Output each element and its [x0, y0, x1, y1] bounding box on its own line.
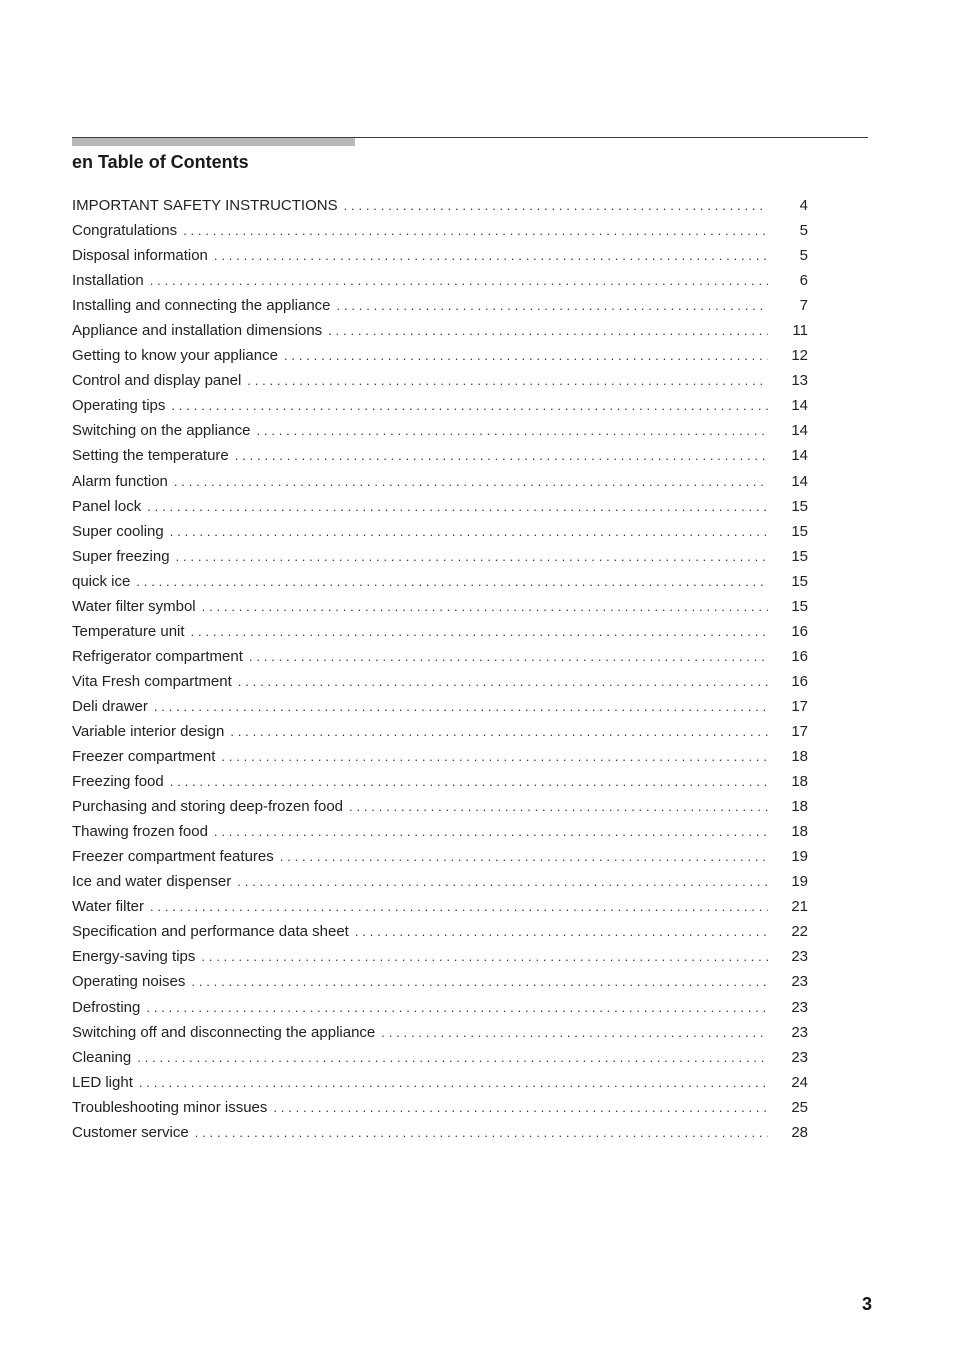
toc-entry[interactable]	[72, 669, 808, 694]
toc-entry[interactable]	[72, 343, 808, 368]
toc-dot-leader	[247, 368, 768, 393]
toc-entry-title: Temperature unit	[72, 622, 185, 640]
toc-entry[interactable]	[72, 243, 808, 268]
toc-entry[interactable]	[72, 544, 808, 569]
page-number: 3	[861, 1294, 872, 1314]
toc-entry-page: 16	[791, 622, 808, 640]
toc-entry-page: 15	[791, 522, 808, 540]
toc-entry-title: Switching off and disconnecting the appliance	[72, 1023, 376, 1041]
toc-entry-title: Defrosting	[72, 998, 141, 1016]
toc-entry-page: 17	[791, 722, 808, 740]
toc-dot-leader	[137, 1045, 768, 1070]
toc-entry-page: 15	[791, 572, 808, 590]
toc-dot-leader	[221, 744, 768, 769]
toc-entry[interactable]	[72, 318, 808, 343]
toc-entry-page: 6	[799, 272, 808, 290]
toc-entry-page: 19	[791, 873, 808, 891]
toc-entry-title: Installing and connecting the appliance	[72, 297, 331, 315]
toc-entry-title: Control and display panel	[72, 372, 242, 390]
toc-entry-title: Water filter	[72, 898, 144, 916]
toc-entry[interactable]	[72, 418, 808, 443]
toc-entry-page: 11	[792, 322, 808, 340]
toc-entry-title: Deli drawer	[72, 697, 148, 715]
toc-entry-page: 24	[791, 1073, 808, 1091]
toc-dot-leader	[230, 719, 768, 744]
toc-dot-leader	[237, 869, 768, 894]
toc-entry[interactable]	[72, 368, 808, 393]
toc-entry[interactable]	[72, 969, 808, 994]
toc-entry[interactable]	[72, 944, 808, 969]
toc-dot-leader	[195, 1120, 768, 1145]
toc-entry-page: 14	[791, 447, 808, 465]
toc-entry-page: 23	[791, 1023, 808, 1041]
toc-dot-leader	[355, 919, 768, 944]
toc-dot-leader	[176, 544, 768, 569]
toc-entry[interactable]	[72, 1045, 808, 1070]
toc-entry-title: Freezer compartment	[72, 748, 216, 766]
toc-entry-page: 23	[791, 1048, 808, 1066]
toc-dot-leader	[238, 669, 768, 694]
toc-dot-leader	[170, 769, 768, 794]
toc-dot-leader	[256, 418, 768, 443]
toc-dot-leader	[328, 318, 768, 343]
toc-dot-leader	[147, 494, 768, 519]
toc-entry-title: Getting to know your appliance	[72, 347, 278, 365]
toc-entry[interactable]	[72, 594, 808, 619]
toc-entry-page: 28	[791, 1123, 808, 1141]
toc-entry-title: Customer service	[72, 1123, 189, 1141]
table-of-contents	[72, 193, 808, 1145]
toc-entry-page: 14	[791, 422, 808, 440]
toc-entry-title: Alarm function	[72, 472, 168, 490]
toc-dot-leader	[349, 794, 768, 819]
toc-entry-title: Cleaning	[72, 1048, 132, 1066]
toc-entry[interactable]	[72, 443, 808, 468]
toc-entry-page: 16	[791, 672, 808, 690]
toc-entry[interactable]	[72, 393, 808, 418]
toc-dot-leader	[284, 343, 768, 368]
toc-entry[interactable]	[72, 268, 808, 293]
toc-entry-title: Purchasing and storing deep-frozen food	[72, 798, 344, 816]
toc-dot-leader	[183, 218, 768, 243]
toc-entry-title: Variable interior design	[72, 722, 225, 740]
toc-dot-leader	[280, 844, 768, 869]
toc-entry[interactable]	[72, 869, 808, 894]
toc-dot-leader	[273, 1095, 768, 1120]
toc-entry-title: Setting the temperature	[72, 447, 229, 465]
toc-entry-page: 19	[791, 848, 808, 866]
toc-dot-leader	[171, 393, 768, 418]
toc-entry-title: Specification and performance data sheet	[72, 923, 349, 941]
toc-entry-page: 15	[791, 597, 808, 615]
toc-entry-title: Freezer compartment features	[72, 848, 274, 866]
toc-dot-leader	[146, 995, 768, 1020]
toc-entry[interactable]	[72, 995, 808, 1020]
toc-entry-title: Switching on the appliance	[72, 422, 251, 440]
toc-entry-page: 7	[799, 297, 808, 315]
toc-entry-title: Disposal information	[72, 247, 208, 265]
toc-dot-leader	[235, 443, 768, 468]
toc-dot-leader	[201, 944, 768, 969]
toc-entry[interactable]	[72, 894, 808, 919]
toc-entry[interactable]	[72, 469, 808, 494]
toc-dot-leader	[202, 594, 768, 619]
toc-entry[interactable]	[72, 1070, 808, 1095]
toc-entry-title: Operating noises	[72, 973, 186, 991]
toc-entry[interactable]	[72, 694, 808, 719]
toc-entry-page: 15	[791, 547, 808, 565]
toc-dot-leader	[249, 644, 768, 669]
page-title	[72, 152, 249, 173]
toc-entry-title: Thawing frozen food	[72, 823, 208, 841]
toc-entry-title: Energy-saving tips	[72, 948, 196, 966]
toc-dot-leader	[191, 969, 768, 994]
toc-entry-title: Troubleshooting minor issues	[72, 1098, 268, 1116]
page-title-text: Table of Contents	[98, 152, 249, 172]
toc-entry[interactable]	[72, 819, 808, 844]
toc-entry-page: 22	[791, 923, 808, 941]
toc-entry-title: Super cooling	[72, 522, 164, 540]
toc-entry-page: 23	[791, 998, 808, 1016]
toc-dot-leader	[170, 519, 768, 544]
toc-entry-page: 23	[791, 948, 808, 966]
toc-entry-title: Super freezing	[72, 547, 170, 565]
toc-entry-title: Ice and water dispenser	[72, 873, 232, 891]
toc-entry-title: Operating tips	[72, 397, 166, 415]
toc-entry-page: 21	[791, 898, 808, 916]
toc-entry-title: LED light	[72, 1073, 133, 1091]
toc-dot-leader	[154, 694, 768, 719]
toc-entry-page: 12	[791, 347, 808, 365]
toc-entry-page: 18	[791, 798, 808, 816]
toc-entry-page: 18	[791, 823, 808, 841]
toc-entry-title: IMPORTANT SAFETY INSTRUCTIONS	[72, 197, 338, 214]
toc-entry[interactable]	[72, 719, 808, 744]
toc-dot-leader	[150, 894, 768, 919]
toc-entry-page: 25	[791, 1098, 808, 1116]
toc-dot-leader	[337, 293, 768, 318]
toc-entry-page: 14	[791, 397, 808, 415]
toc-entry-page: 18	[791, 773, 808, 791]
toc-entry-page: 18	[791, 748, 808, 766]
toc-entry-page: 5	[799, 222, 808, 240]
toc-entry[interactable]	[72, 519, 808, 544]
toc-entry-page: 17	[791, 697, 808, 715]
toc-entry-page: 13	[791, 372, 808, 390]
toc-entry-title: Refrigerator compartment	[72, 647, 243, 665]
toc-entry-title: Installation	[72, 272, 144, 290]
toc-entry[interactable]	[72, 193, 808, 218]
toc-dot-leader	[344, 193, 768, 218]
toc-dot-leader	[150, 268, 768, 293]
toc-dot-leader	[214, 243, 768, 268]
header-accent-bar	[72, 138, 355, 146]
toc-entry-page: 14	[791, 472, 808, 490]
toc-dot-leader	[214, 819, 768, 844]
toc-entry[interactable]	[72, 494, 808, 519]
toc-entry-title: Appliance and installation dimensions	[72, 322, 323, 340]
toc-entry[interactable]	[72, 293, 808, 318]
toc-entry[interactable]	[72, 218, 808, 243]
toc-entry[interactable]	[72, 769, 808, 794]
toc-entry[interactable]	[72, 794, 808, 819]
toc-entry[interactable]	[72, 744, 808, 769]
toc-entry[interactable]	[72, 1020, 808, 1045]
toc-dot-leader	[139, 1070, 768, 1095]
toc-dot-leader	[136, 569, 768, 594]
toc-entry[interactable]	[72, 644, 808, 669]
toc-entry-page: 23	[791, 973, 808, 991]
toc-entry-title: Panel lock	[72, 497, 142, 515]
toc-entry[interactable]	[72, 569, 808, 594]
toc-dot-leader	[174, 469, 768, 494]
toc-entry[interactable]	[72, 1120, 808, 1145]
toc-entry-title: quick ice	[72, 572, 131, 590]
toc-entry-page: 16	[791, 647, 808, 665]
toc-entry[interactable]	[72, 1095, 808, 1120]
toc-entry[interactable]	[72, 919, 808, 944]
toc-entry[interactable]	[72, 619, 808, 644]
toc-dot-leader	[381, 1020, 768, 1045]
toc-entry-title: Congratulations	[72, 222, 178, 240]
toc-entry[interactable]	[72, 844, 808, 869]
toc-entry-title: Water filter symbol	[72, 597, 196, 615]
toc-entry-page: 15	[791, 497, 808, 515]
toc-entry-page: 4	[799, 197, 808, 214]
toc-entry-page: 5	[799, 247, 808, 265]
toc-entry-title: Vita Fresh compartment	[72, 672, 232, 690]
language-code: en	[72, 152, 94, 172]
toc-dot-leader	[191, 619, 768, 644]
toc-entry-title: Freezing food	[72, 773, 164, 791]
